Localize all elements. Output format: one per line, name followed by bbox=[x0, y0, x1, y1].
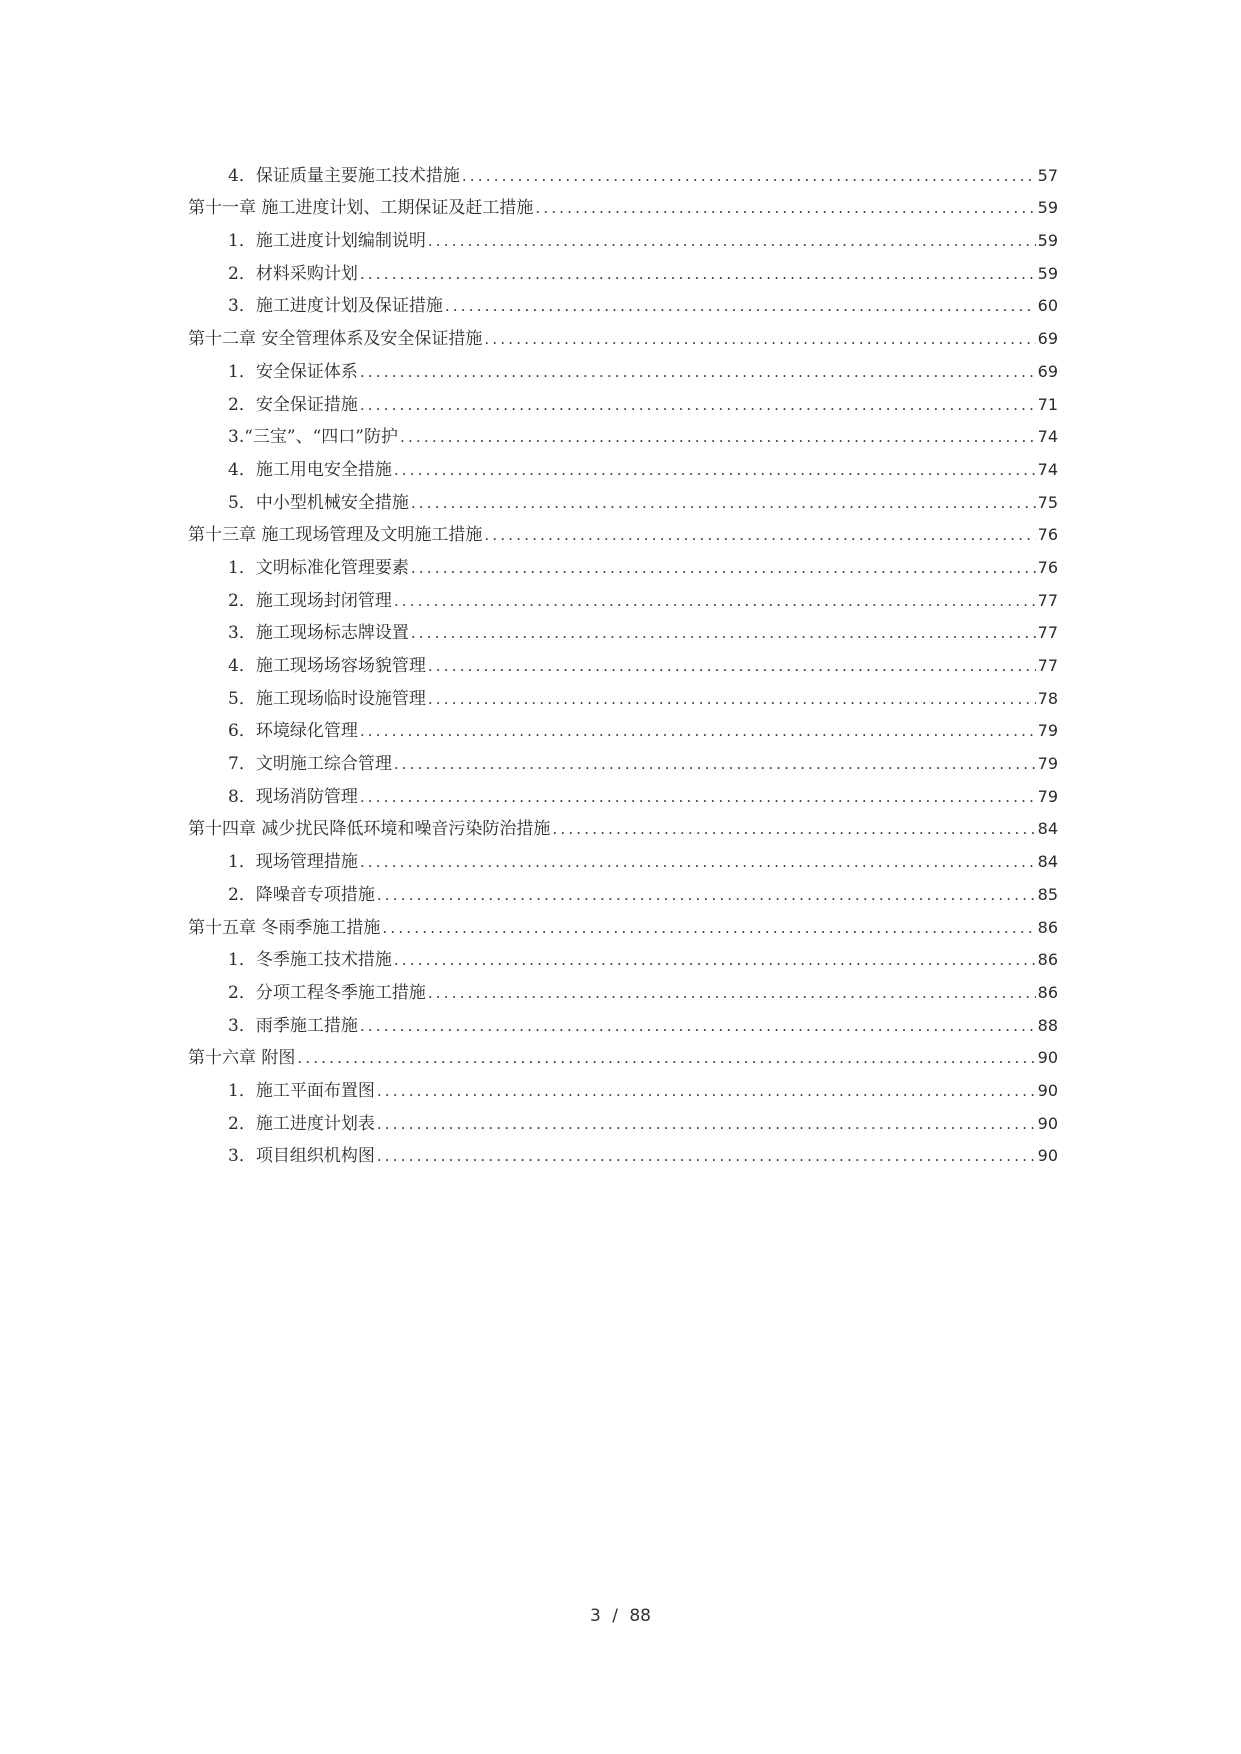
toc-chapter-entry[interactable] bbox=[188, 316, 1058, 349]
toc-dot-leader bbox=[382, 918, 1035, 938]
toc-section-entry[interactable] bbox=[188, 1003, 1058, 1036]
toc-section-entry[interactable] bbox=[188, 545, 1058, 578]
toc-entry-page-number: 77 bbox=[1037, 623, 1058, 643]
toc-entry-page-number: 69 bbox=[1037, 329, 1058, 349]
toc-section-entry[interactable] bbox=[188, 709, 1058, 742]
toc-entry-page-number: 59 bbox=[1037, 231, 1058, 251]
toc-entry-page-number: 90 bbox=[1037, 1113, 1058, 1133]
toc-dot-leader bbox=[377, 1146, 1036, 1166]
toc-section-entry[interactable] bbox=[188, 872, 1058, 905]
toc-dot-leader bbox=[411, 493, 1036, 513]
toc-dot-leader bbox=[484, 329, 1035, 349]
toc-section-entry[interactable] bbox=[188, 578, 1058, 611]
toc-entry-page-number: 76 bbox=[1037, 557, 1058, 577]
toc-entry-title: 第十五章 冬雨季施工措施 bbox=[188, 917, 381, 938]
toc-section-entry[interactable] bbox=[188, 480, 1058, 513]
toc-dot-leader bbox=[394, 591, 1036, 611]
toc-entry-page-number: 85 bbox=[1037, 884, 1058, 904]
toc-entry-page-number: 77 bbox=[1037, 590, 1058, 610]
toc-entry-page-number: 69 bbox=[1037, 361, 1058, 381]
toc-entry-title: 6．环境绿化管理 bbox=[228, 721, 358, 742]
toc-dot-leader bbox=[360, 852, 1036, 872]
toc-dot-leader bbox=[360, 395, 1036, 415]
toc-entry-title: 2．施工进度计划表 bbox=[228, 1113, 375, 1134]
toc-section-entry[interactable] bbox=[188, 1101, 1058, 1134]
toc-dot-leader bbox=[535, 198, 1035, 218]
toc-chapter-entry[interactable] bbox=[188, 186, 1058, 219]
toc-section-entry[interactable] bbox=[188, 1068, 1058, 1101]
toc-section-entry[interactable] bbox=[188, 349, 1058, 382]
toc-dot-leader bbox=[360, 721, 1036, 741]
toc-entry-title: 2．材料采购计划 bbox=[228, 263, 358, 284]
toc-section-entry[interactable] bbox=[188, 1134, 1058, 1167]
toc-entry-title: 4．保证质量主要施工技术措施 bbox=[228, 165, 460, 186]
toc-entry-page-number: 90 bbox=[1037, 1146, 1058, 1166]
toc-entry-title: 4．施工用电安全措施 bbox=[228, 459, 392, 480]
toc-dot-leader bbox=[297, 1048, 1035, 1068]
toc-entry-page-number: 88 bbox=[1037, 1015, 1058, 1035]
toc-section-entry[interactable] bbox=[188, 741, 1058, 774]
toc-entry-title: 3.“三宝”、“四口”防护 bbox=[228, 427, 398, 448]
toc-entry-page-number: 71 bbox=[1037, 394, 1058, 414]
toc-section-entry[interactable] bbox=[188, 676, 1058, 709]
toc-entry-page-number: 86 bbox=[1037, 917, 1058, 937]
toc-entry-title: 5．施工现场临时设施管理 bbox=[228, 688, 426, 709]
toc-dot-leader bbox=[411, 623, 1036, 643]
toc-entry-title: 3．雨季施工措施 bbox=[228, 1015, 358, 1036]
toc-dot-leader bbox=[377, 885, 1036, 905]
toc-section-entry[interactable] bbox=[188, 284, 1058, 317]
toc-chapter-entry[interactable] bbox=[188, 1036, 1058, 1069]
toc-entry-title: 第十四章 减少扰民降低环境和噪音污染防治措施 bbox=[188, 819, 551, 840]
toc-chapter-entry[interactable] bbox=[188, 905, 1058, 938]
page-number-footer: 3 / 88 bbox=[590, 1606, 651, 1626]
toc-entry-title: 1．安全保证体系 bbox=[228, 361, 358, 382]
toc-entry-page-number: 84 bbox=[1037, 819, 1058, 839]
toc-section-entry[interactable] bbox=[188, 153, 1058, 186]
toc-entry-page-number: 90 bbox=[1037, 1080, 1058, 1100]
toc-entry-title: 3．施工现场标志牌设置 bbox=[228, 623, 409, 644]
toc-entry-title: 第十二章 安全管理体系及安全保证措施 bbox=[188, 329, 483, 350]
toc-chapter-entry[interactable] bbox=[188, 807, 1058, 840]
toc-entry-title: 7．文明施工综合管理 bbox=[228, 754, 392, 775]
toc-dot-leader bbox=[394, 950, 1036, 970]
toc-section-entry[interactable] bbox=[188, 970, 1058, 1003]
toc-entry-title: 1．文明标准化管理要素 bbox=[228, 557, 409, 578]
toc-entry-title: 8．现场消防管理 bbox=[228, 786, 358, 807]
toc-section-entry[interactable] bbox=[188, 611, 1058, 644]
toc-entry-page-number: 74 bbox=[1037, 427, 1058, 447]
toc-entry-page-number: 79 bbox=[1037, 754, 1058, 774]
toc-dot-leader bbox=[445, 296, 1036, 316]
toc-dot-leader bbox=[428, 983, 1036, 1003]
toc-dot-leader bbox=[484, 525, 1035, 545]
toc-section-entry[interactable] bbox=[188, 415, 1058, 448]
toc-entry-title: 1．冬季施工技术措施 bbox=[228, 950, 392, 971]
toc-dot-leader bbox=[552, 819, 1035, 839]
toc-section-entry[interactable] bbox=[188, 251, 1058, 284]
toc-dot-leader bbox=[411, 558, 1036, 578]
toc-entry-page-number: 86 bbox=[1037, 950, 1058, 970]
toc-dot-leader bbox=[428, 689, 1036, 709]
toc-entry-title: 第十六章 附图 bbox=[188, 1048, 296, 1069]
toc-dot-leader bbox=[394, 754, 1036, 774]
toc-dot-leader bbox=[360, 362, 1036, 382]
toc-entry-title: 1．现场管理措施 bbox=[228, 852, 358, 873]
toc-entry-title: 2．施工现场封闭管理 bbox=[228, 590, 392, 611]
toc-entry-title: 2．降噪音专项措施 bbox=[228, 884, 375, 905]
toc-entry-title: 3．施工进度计划及保证措施 bbox=[228, 296, 443, 317]
toc-dot-leader bbox=[400, 427, 1036, 447]
toc-section-entry[interactable] bbox=[188, 447, 1058, 480]
toc-entry-page-number: 86 bbox=[1037, 982, 1058, 1002]
toc-entry-title: 1．施工进度计划编制说明 bbox=[228, 231, 426, 252]
toc-entry-page-number: 59 bbox=[1037, 198, 1058, 218]
toc-dot-leader bbox=[360, 1016, 1036, 1036]
toc-section-entry[interactable] bbox=[188, 218, 1058, 251]
toc-entry-title: 第十一章 施工进度计划、工期保证及赶工措施 bbox=[188, 198, 534, 219]
toc-dot-leader bbox=[428, 656, 1036, 676]
toc-section-entry[interactable] bbox=[188, 774, 1058, 807]
toc-entry-page-number: 74 bbox=[1037, 459, 1058, 479]
toc-entry-page-number: 60 bbox=[1037, 296, 1058, 316]
toc-dot-leader bbox=[428, 231, 1036, 251]
toc-entry-title: 5．中小型机械安全措施 bbox=[228, 492, 409, 513]
toc-entry-title: 2．分项工程冬季施工措施 bbox=[228, 982, 426, 1003]
toc-dot-leader bbox=[377, 1114, 1036, 1134]
toc-entry-page-number: 57 bbox=[1037, 165, 1058, 185]
toc-entry-title: 4．施工现场场容场貌管理 bbox=[228, 656, 426, 676]
toc-entry-page-number: 59 bbox=[1037, 263, 1058, 283]
toc-section-entry[interactable] bbox=[188, 839, 1058, 872]
toc-entry-page-number: 79 bbox=[1037, 786, 1058, 806]
toc-entry-page-number: 79 bbox=[1037, 721, 1058, 741]
table-of-contents bbox=[188, 153, 1058, 1166]
toc-section-entry[interactable] bbox=[188, 382, 1058, 415]
toc-entry-title: 第十三章 施工现场管理及文明施工措施 bbox=[188, 525, 483, 546]
toc-section-entry[interactable] bbox=[188, 938, 1058, 971]
toc-entry-page-number: 76 bbox=[1037, 525, 1058, 545]
toc-entry-page-number: 90 bbox=[1037, 1048, 1058, 1068]
toc-entry-page-number: 77 bbox=[1037, 656, 1058, 675]
toc-entry-page-number: 84 bbox=[1037, 852, 1058, 872]
toc-dot-leader bbox=[462, 166, 1036, 186]
toc-entry-page-number: 75 bbox=[1037, 492, 1058, 512]
toc-chapter-entry[interactable] bbox=[188, 513, 1058, 546]
toc-dot-leader bbox=[394, 460, 1036, 480]
toc-dot-leader bbox=[377, 1081, 1036, 1101]
toc-entry-title: 3．项目组织机构图 bbox=[228, 1146, 375, 1167]
toc-dot-leader bbox=[360, 787, 1036, 807]
toc-entry-title: 2．安全保证措施 bbox=[228, 394, 358, 415]
toc-entry-page-number: 78 bbox=[1037, 688, 1058, 708]
toc-dot-leader bbox=[360, 264, 1036, 284]
toc-section-entry[interactable] bbox=[188, 643, 1058, 676]
toc-entry-title: 1．施工平面布置图 bbox=[228, 1080, 375, 1101]
